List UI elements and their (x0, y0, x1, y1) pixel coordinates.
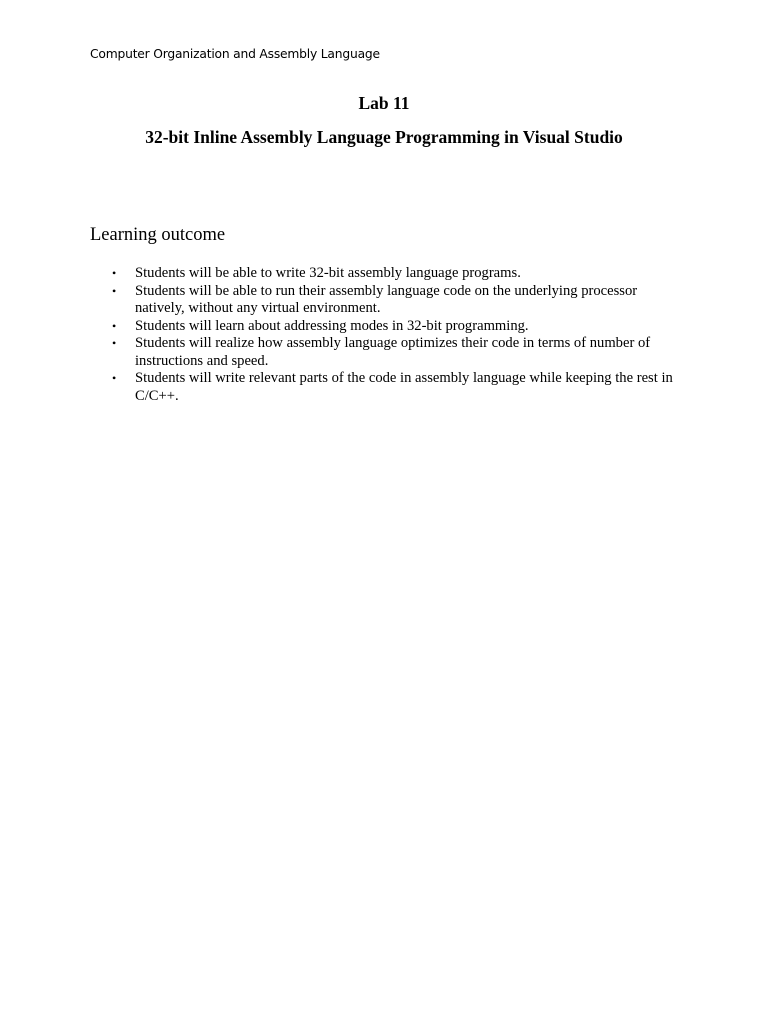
learning-outcome-list (90, 265, 690, 405)
lab-number-title: Lab 11 (358, 93, 410, 113)
list-item (90, 265, 690, 283)
list-item (90, 335, 690, 370)
bullet-icon: • (112, 318, 117, 333)
bullet-icon: • (112, 266, 117, 280)
list-item (90, 370, 690, 405)
bullet-icon: • (112, 336, 117, 350)
list-item-text: Students will write relevant parts of the code in assembly language while keeping the rest in C/C++. (135, 370, 673, 404)
list-item-text: Students will learn about addressing modes in 32-bit programming. (135, 317, 529, 334)
list-item (90, 318, 690, 336)
lab-subtitle: 32-bit Inline Assembly Language Programming in Visual Studio (145, 127, 623, 147)
list-item-text: Students will realize how assembly language optimizes their code in terms of number of instructions and speed. (135, 335, 651, 369)
bullet-icon: • (112, 371, 117, 385)
learning-outcome-heading: Learning outcome (90, 225, 226, 245)
list-item-text: Students will be able to run their assembly language code on the underlying processor natively, without any virtual environment. (135, 282, 638, 316)
list-item-text: Students will be able to write 32-bit assembly language programs. (135, 265, 521, 281)
list-item (90, 283, 690, 318)
bullet-icon: • (112, 283, 117, 298)
running-header: Computer Organization and Assembly Language (90, 47, 380, 61)
